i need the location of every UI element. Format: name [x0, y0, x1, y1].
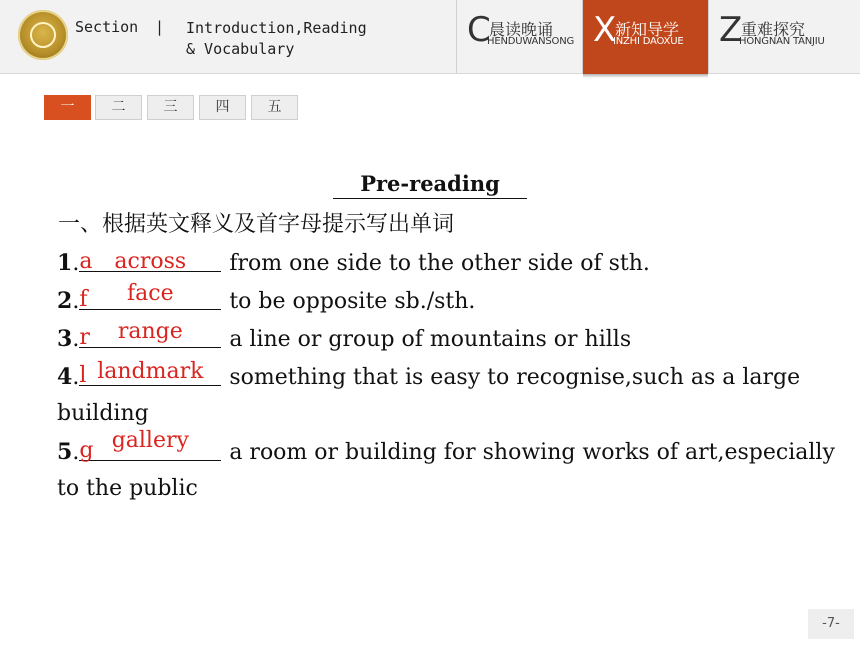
item-definition: a room or building for showing works of art,especially [229, 440, 835, 465]
answer-word: across [114, 249, 187, 274]
answer-word: face [127, 281, 174, 306]
section-title [186, 18, 367, 60]
item-number: 1 [57, 250, 73, 276]
tab-letter: X [593, 10, 617, 50]
initial-letter: r [79, 325, 90, 350]
section-heading: Pre-reading [333, 171, 527, 199]
item-number: 3 [57, 326, 73, 352]
tab-xinzhi-daoxue[interactable] [582, 0, 708, 74]
item-definition: from one side to the other side of sth. [229, 251, 650, 276]
initial-letter: a [79, 249, 93, 274]
initial-letter: l [79, 363, 87, 388]
section-label: Section [75, 18, 139, 36]
number-tab-4[interactable]: 四 [199, 95, 246, 120]
section-separator: | [155, 18, 165, 36]
section-title-line1: Introduction,Reading [186, 19, 367, 37]
item-continuation: building [57, 401, 149, 426]
school-logo-icon [18, 10, 68, 60]
section-tabs [456, 0, 860, 73]
tab-chendu-wansong[interactable] [456, 0, 582, 73]
tab-pinyin: HONGNAN TANJIU [739, 36, 825, 47]
tab-letter: Z [719, 10, 743, 50]
tab-title: 晨读晚诵 [489, 20, 554, 39]
vocab-item: 5. g gallery a room or building for showing works of art,especially [57, 428, 835, 465]
number-tab-1[interactable]: 一 [44, 95, 91, 120]
tab-pinyin: HENDUWANSONG [487, 36, 575, 47]
tab-zhongnan-tanjiu[interactable] [708, 0, 834, 73]
number-tab-5[interactable]: 五 [251, 95, 298, 120]
initial-letter: g [79, 438, 94, 463]
tab-pinyin: INZHI DAOXUE [613, 36, 684, 47]
number-tab-2[interactable]: 二 [95, 95, 142, 120]
item-definition: something that is easy to recognise,such as a large [229, 365, 801, 390]
header-bar [0, 0, 860, 74]
item-number: 5 [57, 439, 73, 465]
item-continuation: to the public [57, 476, 198, 501]
answer-word: gallery [111, 428, 189, 453]
initial-letter: f [79, 287, 88, 312]
page-number: -7- [808, 609, 854, 639]
section-title-line2: & Vocabulary [186, 40, 295, 58]
tab-letter: C [467, 10, 491, 50]
tab-title: 重难探究 [741, 20, 806, 39]
item-number: 2 [57, 288, 73, 314]
vocab-item: 2. f face to be opposite sb./sth. [57, 281, 476, 314]
item-definition: to be opposite sb./sth. [229, 289, 476, 314]
vocab-item: 4. l landmark something that is easy to recognise,such as a large [57, 359, 801, 390]
number-tab-3[interactable]: 三 [147, 95, 194, 120]
answer-blank [79, 319, 221, 350]
instruction-text: 一、根据英文释义及首字母提示写出单词 [58, 212, 455, 237]
answer-blank [79, 249, 221, 272]
vocab-item: 3. r range a line or group of mountains or hills [57, 319, 632, 352]
item-definition: a line or group of mountains or hills [229, 327, 632, 352]
vocab-item: 1. a across from one side to the other side of sth. [57, 249, 650, 276]
tab-title: 新知导学 [615, 20, 680, 39]
answer-blank [79, 359, 221, 388]
item-number: 4 [57, 364, 73, 390]
answer-blank [79, 281, 221, 312]
answer-word: landmark [97, 359, 204, 384]
answer-word: range [117, 319, 183, 344]
answer-blank [79, 428, 221, 463]
